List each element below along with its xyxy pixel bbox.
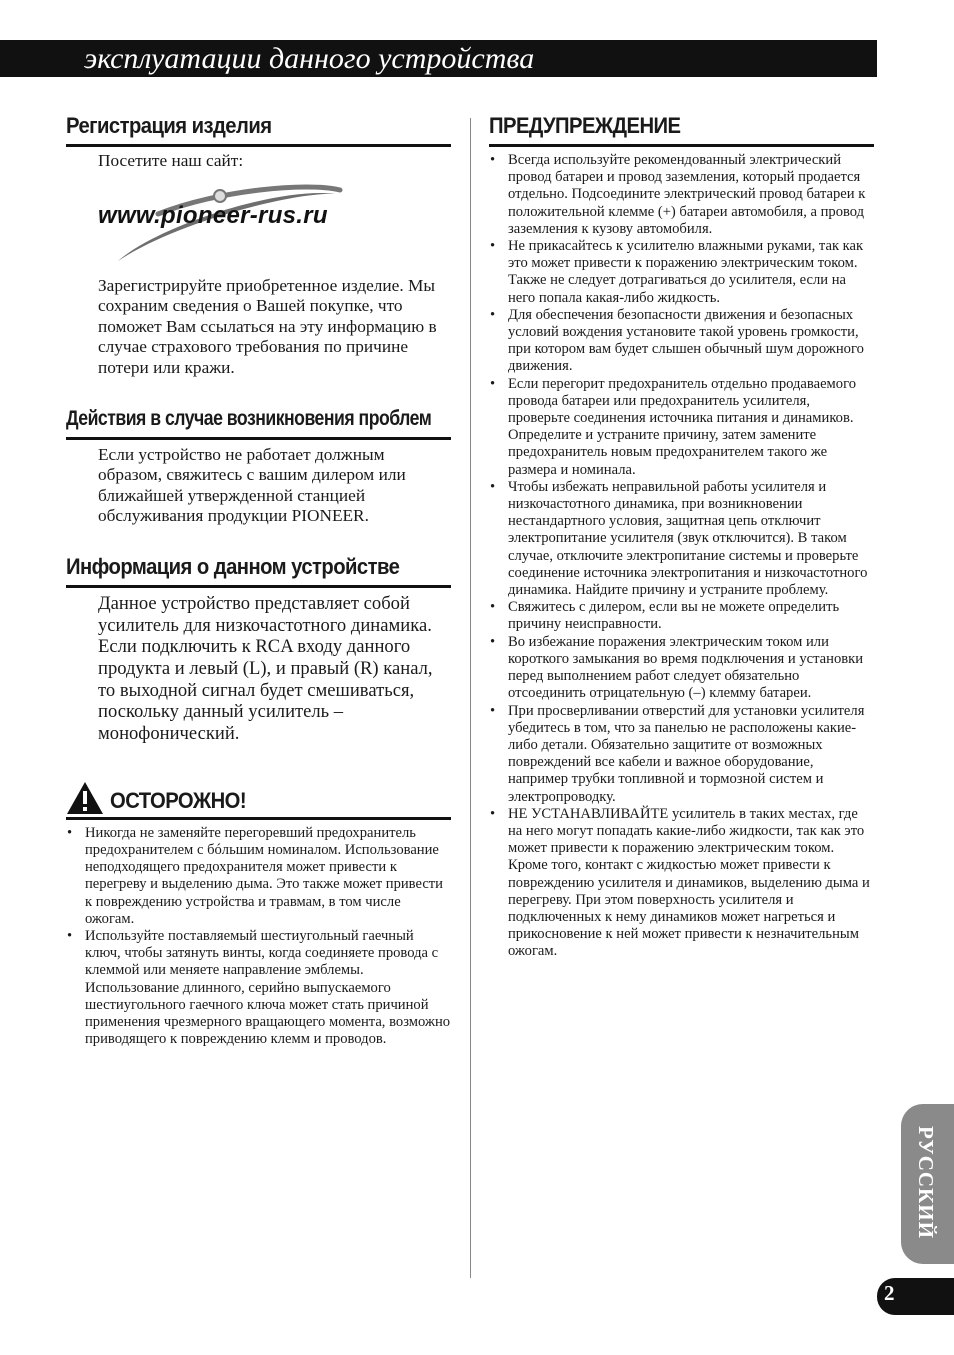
- warning-list: [489, 152, 874, 961]
- list-item: • Не прикасайтесь к усилителю влажными руками, так как это может привести к поражению электрическим током. Также не следует дотрагиваться до усилителя, если на него попала какая-либо жидкость.: [489, 238, 874, 307]
- page-number-tab: [877, 1278, 954, 1315]
- problems-heading: Действия в случае возникновения проблем: [66, 406, 432, 430]
- warning-heading: ПРЕДУПРЕЖДЕНИЕ: [489, 113, 681, 138]
- registration-body: Зарегистрируйте приобретенное изделие. Мы сохраним сведения о Вашей покупке, что поможет Вам ссылаться на эту информацию в случае страхового требования по причине потери или кражи.: [98, 275, 437, 377]
- language-tab: [901, 1104, 954, 1264]
- heading-rule: [66, 437, 451, 440]
- page-number: 2: [884, 1281, 895, 1305]
- caution-header: [66, 781, 451, 815]
- list-item: • Во избежание поражения электрическим током или короткого замыкания во время подключения и установки перед выполнением работ следует обязательно отсоединить отрицательную (–) клемму батареи.: [489, 634, 874, 703]
- list-item: • При просверливании отверстий для установки усилителя убедитесь в том, что за панелью не расположены какие-либо детали. Обязательно защитите от возможных повреждений все кабели и важное оборудование, например трубки топливной и тормозной систем и электропроводку.: [489, 703, 874, 806]
- header-title: эксплуатации данного устройства: [84, 42, 535, 75]
- warning-triangle-icon: [66, 781, 104, 815]
- caution-heading: ОСТОРОЖНО!: [110, 787, 247, 813]
- problems-section: [66, 405, 451, 527]
- language-label: РУССКИЙ: [914, 1126, 938, 1239]
- list-item: • НЕ УСТАНАВЛИВАЙТЕ усилитель в таких местах, где на него могут попадать какие-либо жидкости, так как это может привести к поражению электрическим током. Кроме того, контакт с жидкостью может привести к повреждению усилителя и динамиков, выделению дыма и перегреву. При этом поверхность усилителя и подключенных к нему динамиков может нагреться и прикосновение к ней может привести к незначительным ожогам.: [489, 806, 874, 961]
- header-bar: [0, 40, 877, 77]
- list-item: • Свяжитесь с дилером, если вы не можете определить причину неисправности.: [489, 599, 874, 633]
- info-body: Данное устройство представляет собой усилитель для низкочастотного динамика. Если подключить к RCA входу данного продукта и левый (L), и правый (R) канал, то выходной сигнал будет смешиваться, поскольку данный усилитель – монофонический.: [98, 592, 433, 745]
- list-item: • Используйте поставляемый шестиугольный гаечный ключ, чтобы затянуть винты, когда соединяете провода с клеммой или меняете направление эмблемы. Использование длинного, серийно выпускаемого шестиугольного гаечного ключа может стать причиной применения чрезмерного вращающего момента, возможно приводящего к повреждению клемм и проводов.: [66, 928, 451, 1048]
- caution-list: [66, 825, 451, 1049]
- left-column: [66, 112, 451, 1049]
- problems-body: Если устройство не работает должным образом, свяжитесь с вашим дилером или ближайшей утвержденной станцией обслуживания продукции PIONEER.: [98, 444, 406, 526]
- registration-section: [66, 112, 451, 379]
- right-column: [489, 112, 874, 961]
- heading-rule: [489, 144, 874, 147]
- column-divider: [470, 118, 471, 1278]
- list-item: • Всегда используйте рекомендованный электрический провод батареи и провод заземления, который продается отдельно. Подсоедините электрический провод батареи к положительной клемме (+) батареи автомобиля, а провод заземления к кузову автомобиля.: [489, 152, 874, 238]
- list-item: • Для обеспечения безопасности движения и безопасных условий вождения установите такой уровень громкости, при котором вам будет слышен обычный шум дорожного движения.: [489, 307, 874, 376]
- registration-heading: Регистрация изделия: [66, 113, 272, 138]
- heading-rule: [66, 585, 451, 588]
- heading-rule: [66, 144, 451, 147]
- list-item: • Чтобы избежать неправильной работы усилителя и низкочастотного динамика, при возникновении нестандартного условия, защитная цепь отключит электропитание усилителя (звук отключится). В таком случае, отключите электропитание системы и проверьте соединение источника электропитания и низкочастотного динамика. Найдите причину и устраните проблему.: [489, 479, 874, 599]
- heading-rule: [66, 817, 451, 820]
- caution-section: [66, 781, 451, 1049]
- list-item: • Никогда не заменяйте перегоревший предохранитель предохранителем с бóльшим номиналом. Использование неподходящего предохранителя может привести к перегреву и выделению дыма. Это также может привести к повреждению устройства и травмам, в том числе ожогам.: [66, 825, 451, 928]
- warning-section: [489, 112, 874, 961]
- website-logo: [98, 176, 398, 276]
- list-item: • Если перегорит предохранитель отдельно продаваемого провода батареи или предохранитель усилителя, проверьте соединения источника питания и динамиков. Определите и устраните причину, затем замените предохранитель новым предохранителем такого же размера и номинала.: [489, 376, 874, 479]
- website-url[interactable]: www.pioneer-rus.ru: [98, 201, 328, 229]
- info-section: [66, 553, 451, 745]
- visit-text: Посетите наш сайт:: [98, 151, 244, 170]
- info-heading: Информация о данном устройстве: [66, 553, 400, 579]
